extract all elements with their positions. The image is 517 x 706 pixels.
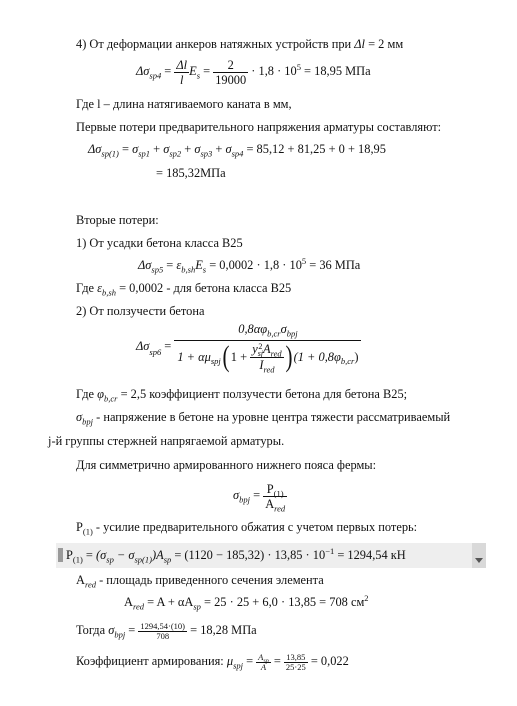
equation-drag-handle[interactable] <box>58 548 63 562</box>
eq2-numbers: = 85,12 + 81,25 + 0 + 18,95 <box>243 142 386 156</box>
coef-eq2: = <box>270 654 284 668</box>
eq3-lhs-sub: sp5 <box>151 264 164 275</box>
eq3-lhs: Δσ <box>138 258 152 272</box>
eq2-plus1: + <box>150 142 164 156</box>
item4-line <box>76 37 403 52</box>
eq6-result: = 1294,54 кН <box>334 548 406 562</box>
eq5-den <box>263 496 287 514</box>
then-num: 1294,54·(10) <box>140 620 186 631</box>
coef-eq: = <box>242 654 257 668</box>
first-losses-line: Первые потери предварительного напряжения арматуры составляют: <box>76 120 442 134</box>
sigma-bpj-sym: σ <box>76 410 83 424</box>
eq2-s2: σ <box>163 142 170 156</box>
p1-sym: P <box>76 520 83 534</box>
eq4-lhs: Δσ <box>136 339 150 354</box>
then-result: = 18,28 МПа <box>187 623 257 637</box>
eq4-inner-num <box>250 342 283 357</box>
eq1-frac2-num: 2 <box>227 57 234 72</box>
eq4-den-c-end: ) <box>354 349 359 364</box>
eq2-s3: σ <box>194 142 201 156</box>
where-phi-sub: b,cr <box>104 393 118 404</box>
eq1-eq2: = <box>200 64 214 78</box>
coef-den2: 25·25 <box>285 661 306 672</box>
item4-delta: Δ <box>354 37 362 51</box>
eq3-rest-sup: 5 <box>301 255 307 266</box>
eq3-rest: = 0,0002 · 1,8 · 10 <box>206 258 302 272</box>
eq1-frac1-den: l <box>174 72 189 87</box>
eq6-c: )A <box>151 548 164 562</box>
where-phi-a: Где <box>76 387 98 401</box>
coef-sym: μ <box>226 654 234 668</box>
eq1-lhs-sub: sp4 <box>149 70 162 81</box>
eq4-inner-frac <box>250 342 283 375</box>
eq4-I-sub: red <box>263 364 275 375</box>
coef-num1-sub: sp <box>263 658 269 665</box>
ared-sym: A <box>76 573 85 587</box>
eq6-a-sub: sp <box>106 554 114 565</box>
eq7-lhs: A <box>124 595 133 609</box>
coef-frac1-num <box>256 651 271 665</box>
eq4-y-sup: 2 <box>258 342 263 352</box>
eq1-E: E <box>189 64 197 78</box>
equation-sp6 <box>136 321 361 375</box>
eq2-s3-sub: sp3 <box>200 148 213 159</box>
eq1-frac1 <box>174 58 189 87</box>
eq2-lhs-sub: sp(1) <box>101 148 119 159</box>
eq1-E-sub: s <box>196 70 200 81</box>
eq7-lhs-sub: red <box>132 601 144 612</box>
ared-sub: red <box>84 579 96 590</box>
equation-p1[interactable] <box>66 545 406 565</box>
eq4-num-s: σ <box>280 322 287 336</box>
eq2-s4: σ <box>225 142 232 156</box>
eq1-lhs: Δσ <box>136 64 150 78</box>
eq7-result: = 25 · 25 + 6,0 · 13,85 = 708 см <box>200 595 365 609</box>
eq3-eq: = <box>163 258 177 272</box>
eq1-frac2-den: 19000 <box>215 72 247 87</box>
eq2-s1-sub: sp1 <box>138 148 150 159</box>
coef-result: = 0,022 <box>307 654 349 668</box>
eq4-den-c-sub: b,cr <box>340 356 355 367</box>
eq4-rparen: ) <box>285 340 293 374</box>
eq6-b: − σ <box>113 548 135 562</box>
eq5-frac <box>263 481 287 514</box>
eq4-I: I <box>259 358 264 373</box>
then-den: 708 <box>138 631 187 641</box>
where-eps-sym: ε <box>97 281 103 295</box>
p1-line <box>76 520 417 535</box>
eq5-eq: = <box>250 488 264 502</box>
sigma-bpj-text1: - напряжение в бетоне на уровне центра тяжести рассматриваемый <box>93 410 451 424</box>
eq3-result: = 36 МПа <box>306 258 361 272</box>
eq4-num-a: 0,8αφ <box>238 322 268 336</box>
eq6-c-sub: sp <box>163 554 172 565</box>
eq7-rest: = A + αA <box>143 595 194 609</box>
then-line <box>76 618 257 642</box>
eq4-y: y <box>252 342 258 356</box>
eq4-den-c: (1 + 0,8φ <box>293 349 341 364</box>
eq5-num <box>263 481 287 499</box>
sigma-bpj-line2: j-й группы стержней напрягаемой арматуры. <box>48 434 285 448</box>
eq4-y-sub: sj <box>257 349 264 359</box>
eq5-lhs: σ <box>233 488 240 502</box>
equation-sigma-bpj <box>233 478 287 512</box>
eq4-num-sub1: b,cr <box>267 328 281 339</box>
eq2-eq: = <box>118 142 133 156</box>
eq3-eps: ε <box>176 258 182 272</box>
eq5-lhs-sub: bpj <box>239 494 250 505</box>
then-eq: = <box>125 623 139 637</box>
eq4-lhs-sub: sp6 <box>149 346 162 357</box>
eq6-rest-sup: −1 <box>325 545 335 556</box>
then-a: Тогда <box>76 623 109 637</box>
eq4-frac <box>174 321 361 375</box>
eq6-rest: = (1120 − 185,32) · 13,85 · 10 <box>171 548 326 562</box>
eq5-den-sub: red <box>274 503 286 514</box>
eq5-den-A: A <box>265 496 275 511</box>
equation-ared <box>124 592 369 612</box>
coef-den1: A <box>256 662 271 672</box>
equation-sp1-sum <box>88 142 386 157</box>
eq5-num-P: P <box>266 481 274 496</box>
eq4-num-sub2: bpj <box>286 328 298 339</box>
symmetric-line: Для симметрично армированного нижнего пояса фермы: <box>76 458 377 472</box>
eq6-lhs-sub: (1) <box>72 554 83 565</box>
equation-sp1-result: = 185,32МПа <box>156 166 226 180</box>
sigma-bpj-sub: bpj <box>82 416 93 427</box>
eq4-den-a: 1 + αμ <box>177 349 211 364</box>
coef-frac2 <box>284 653 308 672</box>
eq5-num-sub: (1) <box>273 488 284 499</box>
where-eps-a: Где <box>76 281 98 295</box>
eq3-E: E <box>195 258 203 272</box>
eq2-s2-sub: sp2 <box>169 148 182 159</box>
ared-text: - площадь приведенного сечения элемента <box>95 573 324 587</box>
eq4-lparen: ( <box>222 340 230 374</box>
equation-sp5 <box>138 255 361 275</box>
eq2-s4-sub: sp4 <box>231 148 244 159</box>
coef-text: Коэффициент армирования: <box>76 654 227 668</box>
where-phi-line <box>76 387 407 402</box>
eq7-rest-sub: sp <box>193 601 201 612</box>
coef-frac1 <box>256 653 271 672</box>
eq6-a: (σ <box>96 548 107 562</box>
then-sym: σ <box>108 623 115 637</box>
eq4-num <box>174 321 361 340</box>
item4-text: 4) От деформации анкеров натяжных устройств при <box>76 37 355 51</box>
item1-line: 1) От усадки бетона класса В25 <box>76 236 243 250</box>
then-frac <box>138 622 187 641</box>
eq7-result-sup: 2 <box>364 592 369 603</box>
eq4-A-sub: red <box>270 348 282 359</box>
eq1-result: = 18,95 МПа <box>300 64 371 78</box>
where-l-line: Где l – длина натягиваемого каната в мм, <box>76 97 292 111</box>
coef-sub: spj <box>233 660 243 671</box>
eq1-rest-sup: 5 <box>296 61 301 72</box>
coef-line <box>76 648 349 674</box>
coef-num2: 13,85 <box>286 651 306 662</box>
equation-options-dropdown[interactable] <box>472 543 486 568</box>
equation-sp4 <box>136 55 371 87</box>
where-eps-b: = 0,0002 - для бетона класса В25 <box>115 281 292 295</box>
eq2-plus2: + <box>181 142 195 156</box>
item2-line: 2) От ползучести бетона <box>76 304 205 318</box>
where-eps-line <box>76 281 291 296</box>
eq2-lhs: Δσ <box>88 142 102 156</box>
eq4-den-one: 1 + <box>230 349 251 364</box>
eq1-frac1-num: Δl <box>176 57 188 72</box>
eq4-den-a-sub: spj <box>210 356 221 367</box>
eq6-b-sub: sp(1) <box>134 554 152 565</box>
eq6-eq: = <box>82 548 97 562</box>
item4-eq: = 2 мм <box>365 37 404 51</box>
item4-l: l <box>361 37 365 51</box>
then-sub: bpj <box>114 629 126 640</box>
where-phi-sym: φ <box>97 387 104 401</box>
coef-num1: A <box>258 651 264 662</box>
ared-line <box>76 573 324 588</box>
where-eps-sub: b,sh <box>102 287 116 298</box>
eq1-eq: = <box>161 64 175 78</box>
eq6-lhs: P <box>66 548 73 562</box>
eq3-E-sub: s <box>202 264 207 275</box>
p1-text: - усилие предварительного обжатия с учетом первых потерь: <box>92 520 418 534</box>
eq4-inner-den <box>250 357 283 375</box>
eq4-eq: = <box>161 339 175 354</box>
eq1-rest: · 1,8 · 10 <box>248 64 297 78</box>
eq2-plus3: + <box>212 142 226 156</box>
p1-sub: (1) <box>82 526 93 537</box>
sigma-bpj-line1 <box>76 410 450 425</box>
second-losses-line: Вторые потери: <box>76 213 159 227</box>
eq4-A: A <box>263 342 271 356</box>
eq2-s1: σ <box>132 142 139 156</box>
eq1-frac2 <box>213 58 248 87</box>
eq4-den <box>174 340 361 375</box>
eq3-eps-sub: b,sh <box>181 264 196 275</box>
where-phi-b: = 2,5 коэффициент ползучести бетона для бетона В25; <box>117 387 408 401</box>
